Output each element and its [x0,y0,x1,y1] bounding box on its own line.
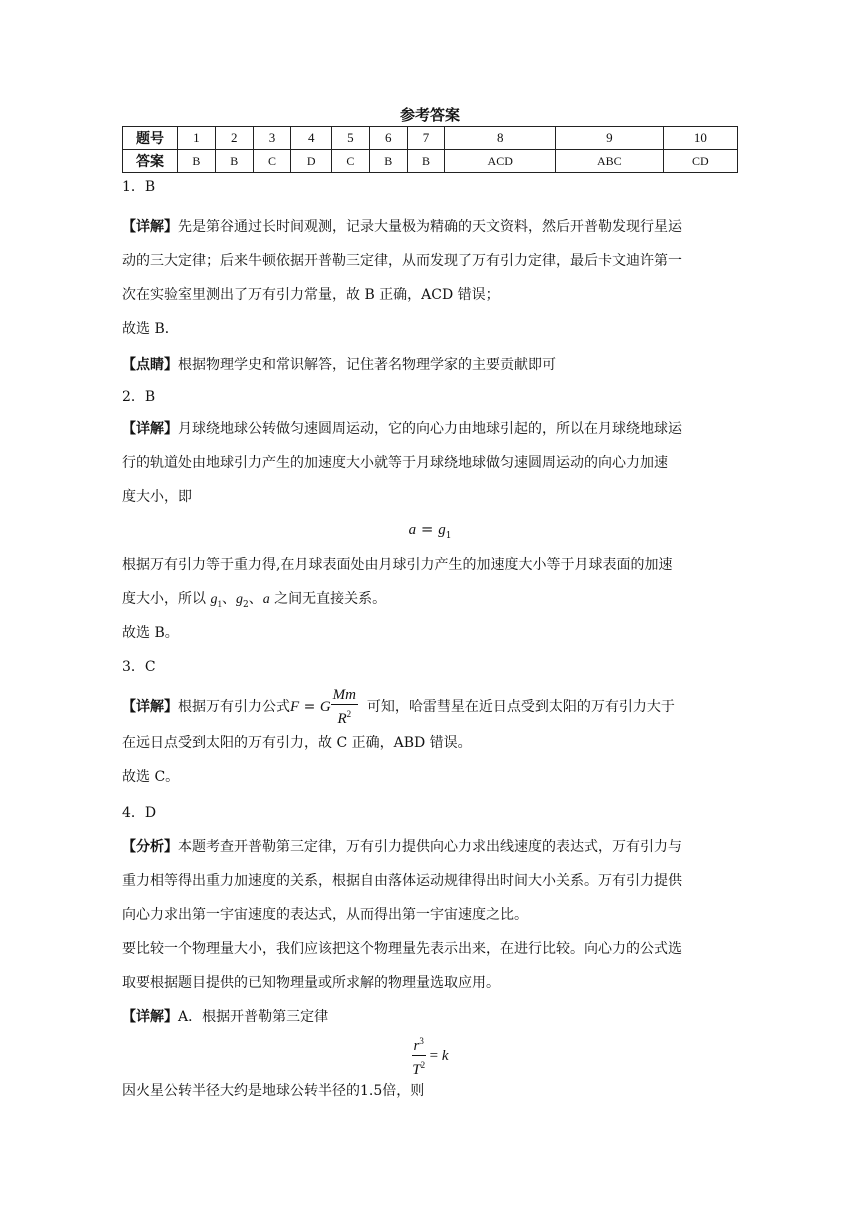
q4-line: 重力相等得出重力加速度的关系，根据自由落体运动规律得出时间大小关系。万有引力提供 [122,873,682,889]
q2-formula: $a = g_1$ [408,520,452,541]
q1-text: 先是第谷通过长时间观测，记录大量极为精确的天文资料，然后开普勒发现行星运 [178,219,682,235]
table-cell: 6 [369,127,407,150]
q2-line: 故选 B。 [122,625,179,641]
q1-heading: 1．B [122,179,156,195]
table-row [123,127,738,150]
q3-line: 在远日点受到太阳的万有引力，故 C 正确，ABD 错误。 [122,735,472,751]
row-label: 答案 [123,150,178,173]
table-cell: B [407,150,445,173]
q2-text: 度大小，所以 [122,591,211,607]
q4-text: A．根据开普勒第三定律 [178,1009,329,1025]
q3-line: 故选 C。 [122,769,180,785]
q3-tag: 【详解】 [122,699,178,715]
q4-tag2: 【详解】 [122,1009,178,1025]
table-cell: C [332,150,370,173]
q4-line: 因火星公转半径大约是地球公转半径的1.5倍，则 [122,1083,425,1099]
q3-text: 根据万有引力公式 [178,699,290,715]
table-cell: C [253,150,291,173]
q1-line [122,210,738,244]
table-cell: 9 [555,127,663,150]
table-cell: 7 [407,127,445,150]
q4-line [122,830,738,864]
q2-text: 月球绕地球公转做匀速圆周运动，它的向心力由地球引起的，所以在月球绕地球运 [178,421,682,437]
q1-tag2: 【点睛】 [122,357,178,373]
table-cell: B [178,150,216,173]
q3-heading: 3．C [122,659,156,675]
q2-line: 行的轨道处由地球引力产生的加速度大小就等于月球绕地球做匀速圆周运动的向心力加速 [122,455,668,471]
q4-line: 取要根据题目提供的已知物理量或所求解的物理量选取应用。 [122,975,500,991]
row-label: 题号 [123,127,178,150]
q1-line: 次在实验室里测出了万有引力常量，故 B 正确，ACD 错误； [122,287,500,303]
table-cell: ABC [555,150,663,173]
q4-line: 向心力求出第一宇宙速度的表达式，从而得出第一宇宙速度之比。 [122,907,528,923]
q2-heading: 2．B [122,389,156,405]
table-cell: B [215,150,253,173]
q1-line: 动的三大定律；后来牛顿依据开普勒三定律，从而发现了万有引力定律，最后卡文迪许第一 [122,253,682,269]
table-cell: 10 [663,127,737,150]
q2-line: 度大小，所以 $g_1$、$g_2$、a 之间无直接关系。 [122,591,387,610]
q2-line [122,412,738,446]
answer-table [122,126,738,173]
q1-line [122,348,738,382]
table-cell: 5 [332,127,370,150]
table-cell: 1 [178,127,216,150]
table-cell: 4 [291,127,332,150]
table-cell: 8 [445,127,556,150]
page-title: 参考答案 [399,106,460,124]
gravity-formula: $\frac{Mm}{R^2}$ [332,687,356,727]
q2-line: 度大小，即 [122,489,192,505]
table-cell: 3 [253,127,291,150]
q4-text: 本题考查开普勒第三定律，万有引力提供向心力求出线速度的表达式，万有引力与 [178,839,682,855]
table-cell: CD [663,150,737,173]
table-cell: B [369,150,407,173]
q4-line [122,1000,738,1034]
q4-line: 要比较一个物理量大小，我们应该把这个物理量先表示出来，在进行比较。向心力的公式选 [122,941,682,957]
q2-tag: 【详解】 [122,421,178,437]
q1-tag: 【详解】 [122,219,178,235]
table-cell: D [291,150,332,173]
q2-line: 根据万有引力等于重力得,在月球表面处由月球引力产生的加速度大小等于月球表面的加速 [122,557,673,573]
q1-text: 根据物理学史和常识解答，记住著名物理学家的主要贡献即可 [178,357,556,373]
table-cell: 2 [215,127,253,150]
q2-text: 之间无直接关系。 [269,591,387,607]
q1-line: 故选 B． [122,321,179,337]
q4-tag: 【分析】 [122,839,178,855]
q4-heading: 4．D [122,805,157,821]
kepler-formula: $\frac{r^3}{T^2}$ = k [0,1032,860,1079]
q3-line: 【详解】根据万有引力公式F = G $\frac{Mm}{R^2}$ 可知，哈雷彗星在近日点受到太阳的万有引力大于 [122,687,675,727]
q3-text: 可知，哈雷彗星在近日点受到太阳的万有引力大于 [366,699,675,715]
table-cell: ACD [445,150,556,173]
